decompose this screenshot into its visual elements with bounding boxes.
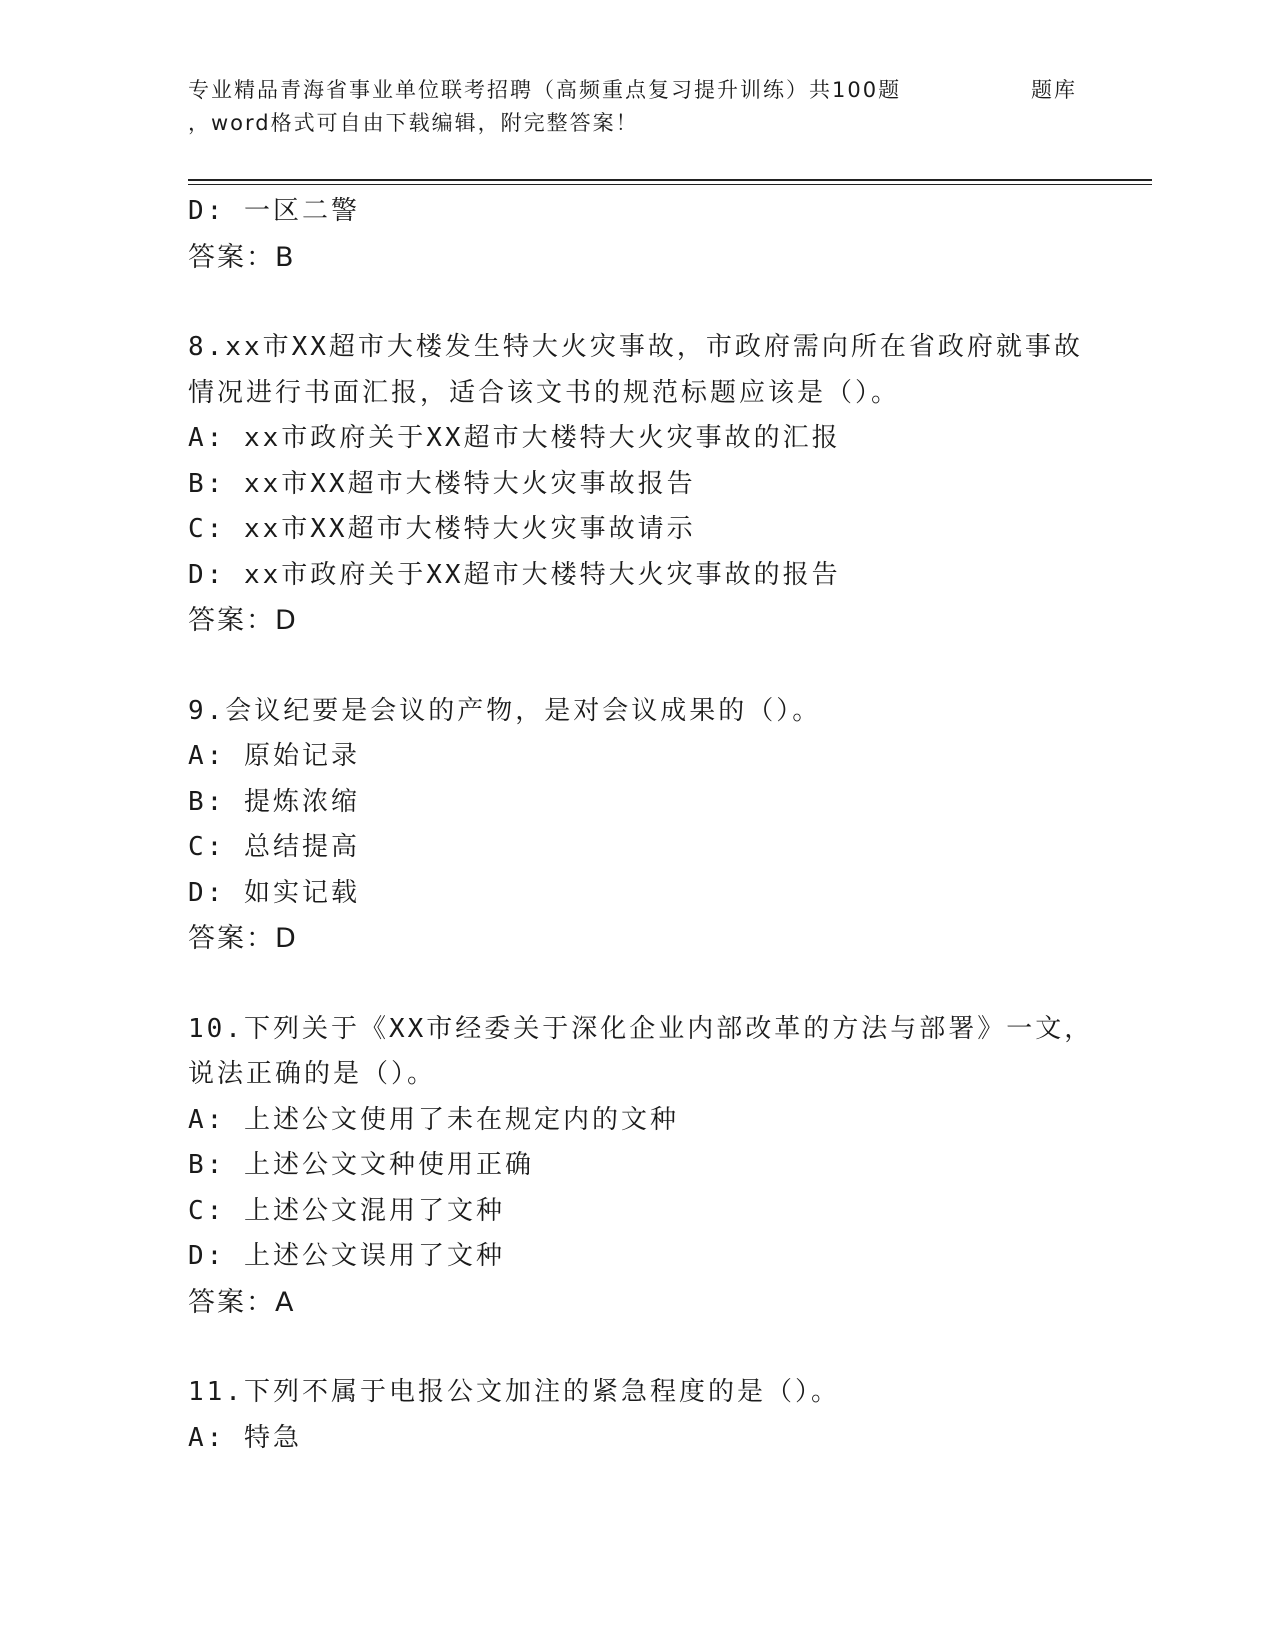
question-stem: 10.下列关于《XX市经委关于深化企业内部改革的方法与部署》一文， [188, 1013, 1094, 1044]
question-content [188, 189, 1094, 1461]
question-8 [188, 325, 1088, 644]
question-stem-cont: 情况进行书面汇报，适合该文书的规范标题应该是（）。 [188, 377, 901, 408]
option-a: A: 原始记录 [188, 741, 360, 771]
header-title: 专业精品青海省事业单位联考招聘（高频重点复习提升训练）共100题 [188, 78, 902, 102]
question-11 [188, 1370, 1088, 1461]
option-a: A: xx市政府关于XX超市大楼特大火灾事故的汇报 [188, 423, 841, 453]
question-7-tail [188, 189, 1088, 280]
answer: 答案：D [188, 923, 298, 954]
option-c: C: xx市XX超市大楼特大火灾事故请示 [188, 514, 696, 544]
question-stem: 8.xx市XX超市大楼发生特大火灾事故，市政府需向所在省政府就事故 [188, 332, 1083, 362]
spacer [188, 962, 1088, 1007]
option-c: C: 总结提高 [188, 832, 360, 862]
answer: 答案：A [188, 1286, 296, 1318]
header-rule-thin [188, 184, 1152, 185]
question-stem: 11.下列不属于电报公文加注的紧急程度的是（）。 [188, 1377, 840, 1407]
spacer [188, 644, 1088, 689]
option-b: B: 上述公文文种使用正确 [188, 1150, 534, 1180]
option-b: B: 提炼浓缩 [188, 786, 360, 817]
option-d: D: 上述公文误用了文种 [188, 1241, 505, 1271]
option-d: D: 一区二警 [188, 196, 360, 226]
page-header [188, 74, 1148, 140]
answer: 答案：D [188, 605, 298, 636]
option-d: D: 如实记载 [188, 877, 360, 908]
header-tag: 题库 [1031, 78, 1077, 102]
header-line-2: ，word格式可自由下载编辑，附完整答案！ [188, 111, 639, 135]
question-stem: 9.会议纪要是会议的产物，是对会议成果的（）。 [188, 695, 822, 726]
header-line-1 [188, 74, 1148, 107]
option-d: D: xx市政府关于XX超市大楼特大火灾事故的报告 [188, 559, 841, 590]
spacer [188, 1325, 1088, 1370]
option-b: B: xx市XX超市大楼特大火灾事故报告 [188, 468, 696, 499]
answer: 答案：B [188, 241, 296, 273]
option-a: A: 特急 [188, 1422, 302, 1453]
question-10 [188, 1007, 1094, 1326]
question-stem-cont: 说法正确的是（）。 [188, 1059, 437, 1089]
option-a: A: 上述公文使用了未在规定内的文种 [188, 1104, 679, 1135]
question-9 [188, 689, 1088, 962]
header-rule-thick [188, 179, 1152, 181]
spacer [188, 280, 1088, 325]
option-c: C: 上述公文混用了文种 [188, 1195, 505, 1226]
